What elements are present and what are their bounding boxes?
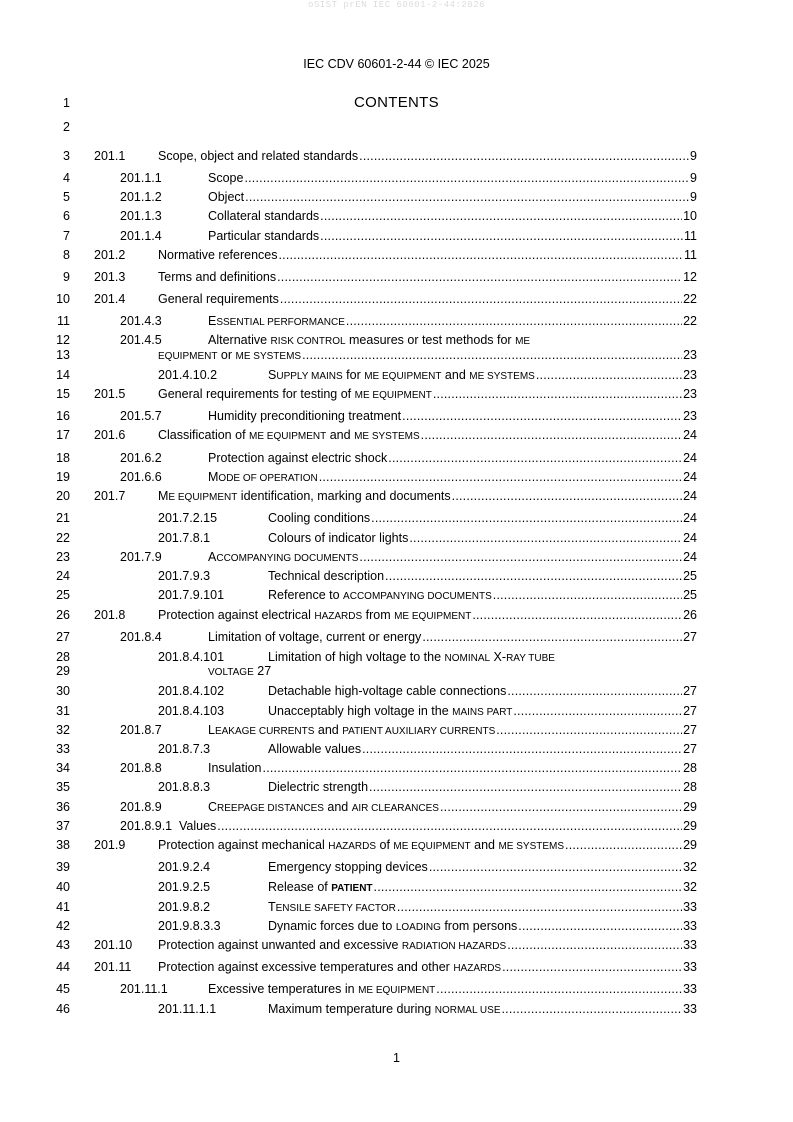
toc-entry-title: Cooling conditions xyxy=(268,511,371,525)
toc-entry[interactable] xyxy=(0,704,793,720)
toc-entry-page: 23 xyxy=(683,368,697,382)
toc-entry-number: 201.7.8.1 xyxy=(158,531,211,545)
dot-leader xyxy=(319,470,682,485)
line-number: 10 xyxy=(56,292,70,306)
toc-entry[interactable] xyxy=(0,171,793,187)
toc-entry-page: 24 xyxy=(683,470,697,484)
dot-leader xyxy=(429,860,682,875)
toc-entry[interactable] xyxy=(0,248,793,264)
toc-entry-title: Scope xyxy=(208,171,244,185)
line-number: 37 xyxy=(56,819,70,833)
dot-leader xyxy=(320,209,682,224)
toc-entry-number: 201.11 xyxy=(94,960,132,974)
page-number: 1 xyxy=(393,1051,400,1065)
toc-entry-page: 29 xyxy=(683,800,697,814)
toc-entry-number: 201.4.10.2 xyxy=(158,368,218,382)
dot-leader xyxy=(263,761,683,776)
toc-entry-page: 33 xyxy=(683,960,697,974)
toc-entry-number: 201.7.9 xyxy=(120,550,162,564)
dot-leader xyxy=(436,982,682,997)
dot-leader xyxy=(277,270,682,285)
dot-leader xyxy=(362,742,682,757)
toc-entry-title: Excessive temperatures in ME EQUIPMENT xyxy=(208,982,436,996)
line-number: 4 xyxy=(63,171,70,185)
toc-entry-title: Insulation xyxy=(208,761,262,775)
toc-entry-title: Values xyxy=(179,819,217,833)
toc-entry-number: 201.2 xyxy=(94,248,126,262)
toc-entry-number: 201.7 xyxy=(94,489,126,503)
toc-entry-number: 201.6.6 xyxy=(120,470,162,484)
toc-entry-title: Maximum temperature during NORMAL USE xyxy=(268,1002,501,1016)
toc-entry-number: 201.8.4.101 xyxy=(158,650,225,664)
line-number: 9 xyxy=(63,270,70,284)
dot-leader xyxy=(280,292,682,307)
line-number: 45 xyxy=(56,982,70,996)
line-number: 36 xyxy=(56,800,70,814)
toc-entry-number: 201.5 xyxy=(94,387,126,401)
toc-entry-number: 201.8.9.1 xyxy=(120,819,173,833)
toc-entry-title: Protection against excessive temperatures and other HAZARDS xyxy=(158,960,502,974)
toc-entry[interactable] xyxy=(0,938,793,954)
toc-entry-title: Reference to ACCOMPANYING DOCUMENTS xyxy=(268,588,492,602)
dot-leader xyxy=(279,248,684,263)
toc-entry-number: 201.9.2.5 xyxy=(158,880,211,894)
toc-entry-number: 201.1.1 xyxy=(120,171,162,185)
line-number: 39 xyxy=(56,860,70,874)
dot-leader xyxy=(507,684,682,699)
line-number: 17 xyxy=(56,428,70,442)
dot-leader xyxy=(421,428,682,443)
toc-entry-title: ESSENTIAL PERFORMANCE xyxy=(208,314,345,328)
toc-entry[interactable] xyxy=(0,270,793,286)
dot-leader xyxy=(452,489,682,504)
toc-entry-number: 201.1.4 xyxy=(120,229,162,243)
toc-entry[interactable] xyxy=(0,630,793,646)
toc-entry-page: 28 xyxy=(683,780,697,794)
toc-entry[interactable] xyxy=(0,531,793,547)
toc-entry[interactable] xyxy=(0,190,793,206)
toc-entry-page: 23 xyxy=(683,348,697,362)
toc-entry-page: 24 xyxy=(683,489,697,503)
toc-entry-number: 201.8.8.3 xyxy=(158,780,211,794)
toc-entry-number: 201.4 xyxy=(94,292,126,306)
toc-entry-page: 24 xyxy=(683,550,697,564)
watermark: oSIST prEN IEC 60601-2-44:2026 xyxy=(307,0,486,10)
line-number: 40 xyxy=(56,880,70,894)
toc-entry[interactable] xyxy=(0,588,793,604)
toc-entry-page: 26 xyxy=(683,608,697,622)
line-number: 21 xyxy=(56,511,70,525)
line-number: 22 xyxy=(56,531,70,545)
toc-entry[interactable] xyxy=(0,1002,793,1018)
toc-entry-title: Humidity preconditioning treatment xyxy=(208,409,402,423)
toc-entry-title: Protection against electrical HAZARDS from ME EQUIPMENT xyxy=(158,608,472,622)
line-number: 24 xyxy=(56,569,70,583)
toc-entry-title: Limitation of high voltage to the NOMINAL X-RAY TUBE xyxy=(268,650,555,664)
dot-leader xyxy=(472,608,682,623)
toc-entry-title: General requirements for testing of ME EQUIPMENT xyxy=(158,387,432,401)
dot-leader xyxy=(320,229,683,244)
toc-entry[interactable] xyxy=(0,314,793,330)
toc-entry-page: 28 xyxy=(683,761,697,775)
toc-entry-title: ME EQUIPMENT identification, marking and documents xyxy=(158,489,451,503)
toc-entry-number: 201.7.9.101 xyxy=(158,588,225,602)
toc-entry-number: 201.4.5 xyxy=(120,333,162,347)
line-number: 5 xyxy=(63,190,70,204)
line-number: 26 xyxy=(56,608,70,622)
toc-entry-title: Detachable high-voltage cable connections xyxy=(268,684,507,698)
line-number: 1 xyxy=(63,96,70,110)
toc-entry[interactable] xyxy=(0,569,793,585)
line-number: 28 xyxy=(56,650,70,664)
dot-leader xyxy=(359,149,689,164)
document-header: IEC CDV 60601-2-44 © IEC 2025 xyxy=(303,57,490,71)
toc-entry-number: 201.7.2.15 xyxy=(158,511,218,525)
toc-entry[interactable] xyxy=(0,860,793,876)
toc-entry-number: 201.1.2 xyxy=(120,190,162,204)
toc-entry-title: MODE OF OPERATION xyxy=(208,470,318,484)
line-number: 34 xyxy=(56,761,70,775)
toc-entry[interactable] xyxy=(0,428,793,444)
toc-entry[interactable] xyxy=(0,511,793,527)
toc-entry[interactable] xyxy=(0,880,793,896)
toc-entry[interactable] xyxy=(0,229,793,245)
toc-entry[interactable] xyxy=(0,960,793,976)
line-number: 31 xyxy=(56,704,70,718)
toc-entry-title: Classification of ME EQUIPMENT and ME SYSTEMS xyxy=(158,428,420,442)
toc-entry[interactable] xyxy=(0,333,793,349)
toc-entry-title: Protection against unwanted and excessive RADIATION HAZARDS xyxy=(158,938,507,952)
line-number: 3 xyxy=(63,149,70,163)
toc-entry-continuation[interactable] xyxy=(0,348,793,364)
toc-entry-title: Limitation of voltage, current or energy xyxy=(208,630,422,644)
dot-leader xyxy=(302,348,682,363)
dot-leader xyxy=(513,704,682,719)
toc-entry-title: Scope, object and related standards xyxy=(158,149,359,163)
line-number: 38 xyxy=(56,838,70,852)
line-number: 32 xyxy=(56,723,70,737)
dot-leader xyxy=(369,780,682,795)
toc-entry-title: TENSILE SAFETY FACTOR xyxy=(268,900,396,914)
toc-entry[interactable] xyxy=(0,209,793,225)
toc-entry-title: Technical description xyxy=(268,569,385,583)
toc-entry-number: 201.10 xyxy=(94,938,133,952)
toc-entry-title: LEAKAGE CURRENTS and PATIENT AUXILIARY CURRENTS xyxy=(208,723,496,737)
toc-entry[interactable] xyxy=(0,409,793,425)
toc-entry-page: 12 xyxy=(683,270,697,284)
toc-entry-number: 201.8.9 xyxy=(120,800,162,814)
toc-entry-page: 27 xyxy=(683,704,697,718)
toc-entry-page: 29 xyxy=(683,819,697,833)
dot-leader xyxy=(346,314,682,329)
toc-entry-number: 201.8.4 xyxy=(120,630,162,644)
toc-entry-title: EQUIPMENT or ME SYSTEMS xyxy=(158,348,302,362)
toc-entry-page: 9 xyxy=(690,149,697,163)
dot-leader xyxy=(402,409,682,424)
toc-entry[interactable] xyxy=(0,368,793,384)
toc-entry-title: Protection against electric shock xyxy=(208,451,388,465)
toc-entry-number: 201.3 xyxy=(94,270,126,284)
toc-entry-page: 24 xyxy=(683,451,697,465)
toc-entry-title: Unacceptably high voltage in the MAINS PART xyxy=(268,704,513,718)
dot-leader xyxy=(493,588,682,603)
toc-entry-page: 32 xyxy=(683,860,697,874)
toc-entry[interactable] xyxy=(0,819,793,835)
toc-entry[interactable] xyxy=(0,684,793,700)
toc-entry-page: 25 xyxy=(683,588,697,602)
toc-entry[interactable] xyxy=(0,919,793,935)
toc-entry-title: VOLTAGE 27 xyxy=(208,664,272,678)
toc-entry[interactable] xyxy=(0,800,793,816)
line-number: 46 xyxy=(56,1002,70,1016)
toc-entry-number: 201.11.1.1 xyxy=(158,1002,217,1016)
line-number: 42 xyxy=(56,919,70,933)
toc-entry-page: 11 xyxy=(684,229,697,243)
toc-entry-page: 23 xyxy=(683,409,697,423)
dot-leader xyxy=(518,919,682,934)
toc-entry-title: Dielectric strength xyxy=(268,780,369,794)
toc-entry-continuation[interactable] xyxy=(0,664,793,680)
line-number: 8 xyxy=(63,248,70,262)
toc-entry[interactable] xyxy=(0,149,793,165)
line-number: 33 xyxy=(56,742,70,756)
toc-entry[interactable] xyxy=(0,608,793,624)
line-number: 43 xyxy=(56,938,70,952)
toc-entry-number: 201.9 xyxy=(94,838,126,852)
toc-entry-title: Allowable values xyxy=(268,742,362,756)
toc-entry-title: ACCOMPANYING DOCUMENTS xyxy=(208,550,359,564)
toc-entry-page: 33 xyxy=(683,1002,697,1016)
toc-entry-number: 201.8.8 xyxy=(120,761,162,775)
toc-entry-page: 32 xyxy=(683,880,697,894)
toc-entry-page: 24 xyxy=(683,428,697,442)
toc-entry-title: Protection against mechanical HAZARDS of ME EQUIPMENT and ME SYSTEMS xyxy=(158,838,565,852)
line-number: 15 xyxy=(56,387,70,401)
toc-entry[interactable] xyxy=(0,838,793,854)
toc-entry-number: 201.5.7 xyxy=(120,409,162,423)
toc-entry-page: 27 xyxy=(683,742,697,756)
toc-entry-number: 201.1.3 xyxy=(120,209,162,223)
toc-entry-title: Object xyxy=(208,190,245,204)
line-number: 2 xyxy=(63,120,70,134)
toc-entry-number: 201.9.8.2 xyxy=(158,900,211,914)
toc-entry-title: Dynamic forces due to LOADING from persons xyxy=(268,919,518,933)
line-number: 19 xyxy=(56,470,70,484)
toc-entry-page: 33 xyxy=(683,938,697,952)
toc-entry-page: 33 xyxy=(683,919,697,933)
toc-entry-page: 33 xyxy=(683,900,697,914)
dot-leader xyxy=(507,938,682,953)
dot-leader xyxy=(244,171,689,186)
toc-entry-number: 201.6.2 xyxy=(120,451,162,465)
line-number: 12 xyxy=(56,333,70,347)
line-number: 16 xyxy=(56,409,70,423)
toc-entry-number: 201.8.4.103 xyxy=(158,704,225,718)
dot-leader xyxy=(371,511,682,526)
toc-entry-title: Emergency stopping devices xyxy=(268,860,428,874)
toc-entry[interactable] xyxy=(0,742,793,758)
toc-entry-title: CREEPAGE DISTANCES and AIR CLEARANCES xyxy=(208,800,439,814)
toc-entry[interactable] xyxy=(0,900,793,916)
line-number: 35 xyxy=(56,780,70,794)
toc-entry-number: 201.8.7 xyxy=(120,723,162,737)
toc-entry-title: SUPPLY MAINS for ME EQUIPMENT and ME SYSTEMS xyxy=(268,368,535,382)
toc-entry-number: 201.11.1 xyxy=(120,982,168,996)
toc-entry-page: 27 xyxy=(683,684,697,698)
dot-leader xyxy=(245,190,689,205)
line-number: 27 xyxy=(56,630,70,644)
dot-leader xyxy=(217,819,682,834)
line-number: 20 xyxy=(56,489,70,503)
toc-entry-number: 201.8 xyxy=(94,608,126,622)
toc-entry[interactable] xyxy=(0,780,793,796)
toc-entry-title: Terms and definitions xyxy=(158,270,277,284)
toc-entry-title: Particular standards xyxy=(208,229,320,243)
line-number: 25 xyxy=(56,588,70,602)
line-number: 23 xyxy=(56,550,70,564)
dot-leader xyxy=(409,531,682,546)
line-number: 41 xyxy=(56,900,70,914)
toc-entry-number: 201.9.2.4 xyxy=(158,860,211,874)
toc-entry[interactable] xyxy=(0,982,793,998)
toc-entry-page: 33 xyxy=(683,982,697,996)
toc-entry-title: Colours of indicator lights xyxy=(268,531,409,545)
dot-leader xyxy=(388,451,682,466)
toc-entry[interactable] xyxy=(0,387,793,403)
dot-leader xyxy=(502,1002,683,1017)
toc-entry[interactable] xyxy=(0,489,793,505)
toc-entry-page: 22 xyxy=(683,292,697,306)
toc-entry-title: General requirements xyxy=(158,292,279,306)
toc-entry-number: 201.6 xyxy=(94,428,126,442)
toc-entry-page: 9 xyxy=(690,171,697,185)
dot-leader xyxy=(422,630,682,645)
toc-entry[interactable] xyxy=(0,470,793,486)
toc-entry-page: 27 xyxy=(683,723,697,737)
toc-entry-page: 24 xyxy=(683,531,697,545)
toc-entry[interactable] xyxy=(0,451,793,467)
toc-entry-title: Alternative RISK CONTROL measures or test methods for ME xyxy=(208,333,531,347)
toc-entry-number: 201.9.8.3.3 xyxy=(158,919,221,933)
toc-entry-number: 201.1 xyxy=(94,149,126,163)
contents-title: CONTENTS xyxy=(354,94,439,111)
toc-entry[interactable] xyxy=(0,292,793,308)
line-number: 13 xyxy=(56,348,70,362)
toc-entry-page: 22 xyxy=(683,314,697,328)
toc-entry-number: 201.4.3 xyxy=(120,314,162,328)
dot-leader xyxy=(536,368,682,383)
dot-leader xyxy=(385,569,682,584)
toc-entry-number: 201.7.9.3 xyxy=(158,569,211,583)
toc-entry-number: 201.8.4.102 xyxy=(158,684,225,698)
line-number: 6 xyxy=(63,209,70,223)
dot-leader xyxy=(496,723,682,738)
toc-entry-title: Normative references xyxy=(158,248,278,262)
dot-leader xyxy=(374,880,683,895)
toc-entry-page: 23 xyxy=(683,387,697,401)
line-number: 14 xyxy=(56,368,70,382)
line-number: 18 xyxy=(56,451,70,465)
toc-entry-page: 29 xyxy=(683,838,697,852)
toc-entry-page: 11 xyxy=(684,248,697,262)
toc-entry[interactable] xyxy=(0,761,793,777)
toc-entry-page: 10 xyxy=(683,209,697,223)
toc-entry[interactable] xyxy=(0,723,793,739)
dot-leader xyxy=(433,387,682,402)
dot-leader xyxy=(397,900,682,915)
dot-leader xyxy=(502,960,682,975)
line-number: 11 xyxy=(57,314,70,328)
toc-entry-title: Release of PATIENT xyxy=(268,880,373,894)
dot-leader xyxy=(440,800,682,815)
line-number: 44 xyxy=(56,960,70,974)
toc-entry-number: 201.8.7.3 xyxy=(158,742,211,756)
toc-entry-page: 9 xyxy=(690,190,697,204)
toc-entry[interactable] xyxy=(0,550,793,566)
toc-entry-title: Collateral standards xyxy=(208,209,320,223)
dot-leader xyxy=(565,838,682,853)
toc-entry-page: 24 xyxy=(683,511,697,525)
line-number: 30 xyxy=(56,684,70,698)
toc-entry-page: 27 xyxy=(683,630,697,644)
toc-entry-page: 25 xyxy=(683,569,697,583)
line-number: 29 xyxy=(56,664,70,678)
dot-leader xyxy=(359,550,682,565)
line-number: 7 xyxy=(63,229,70,243)
